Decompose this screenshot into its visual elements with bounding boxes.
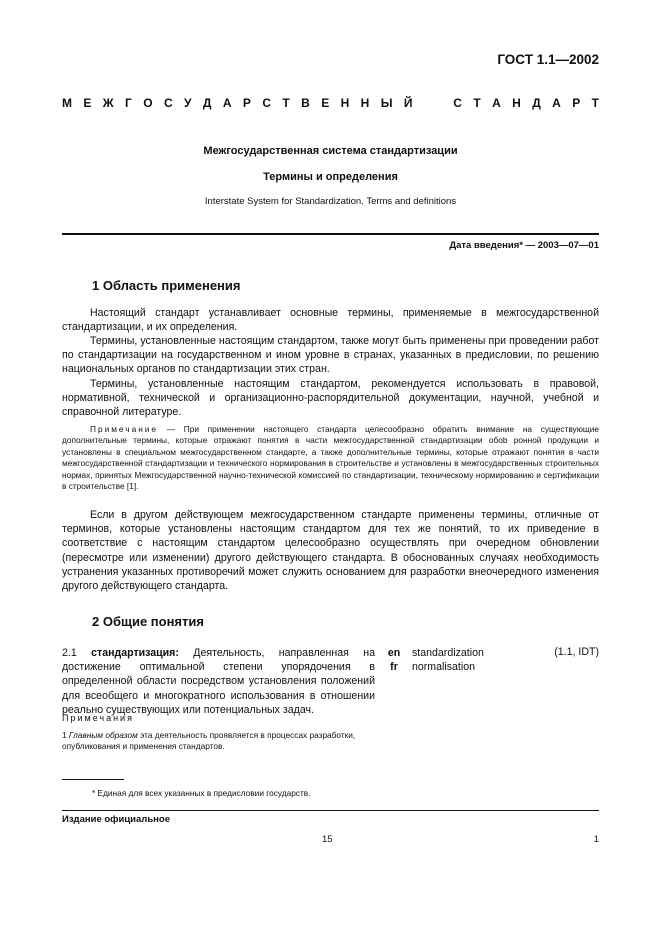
equivalent-en: standardization <box>412 647 484 659</box>
banner-letter: В <box>301 96 310 110</box>
banner-letter: Ы <box>380 96 393 110</box>
banner-letter: С <box>262 96 271 110</box>
section-1-paragraph-4: Если в другом действующем межгосударственном стандарте применены термины, отличные от терминов, которые установлены настоящим стандартом для тех же понятий, то их приведение в соответствие с настоящим стандартом целесообразно осуществлять при очередном обновлении (пересмотре или изменении) другого действующего стандарта. В обоснованных случаях необходимость устранения указанных противоречий может служить основанием для разработки внеочередного изменения другого действующего стандарта. <box>62 509 599 593</box>
banner-letter: У <box>184 96 192 110</box>
english-title: Interstate System for Standardization. Terms and definitions <box>204 196 457 207</box>
footnote-rule <box>62 779 124 780</box>
lang-code-fr: fr <box>390 661 398 673</box>
note-italic-phrase: Главным образом <box>68 730 138 740</box>
section-1-heading: 1 Область применения <box>92 278 241 293</box>
banner-letter: А <box>492 96 501 110</box>
banner-letter: Ж <box>102 96 114 110</box>
banner-letter: Р <box>242 96 251 110</box>
banner-letter: А <box>552 96 561 110</box>
document-type-banner <box>62 96 599 110</box>
note-number: 1 <box>62 730 69 740</box>
system-title: Межгосударственная система стандартизации <box>203 145 458 157</box>
section-2-heading: 2 Общие понятия <box>92 614 204 629</box>
banner-letter: Р <box>572 96 581 110</box>
section-1-paragraph-3: Термины, установленные настоящим стандартом, рекомендуется использовать в правовой, нормативной, технической и организационно-распорядительной документации, научной, учебной и справочной литературе. <box>62 378 599 419</box>
banner-letter: Т <box>473 96 481 110</box>
term-2-1-entry <box>62 646 375 717</box>
banner-word-gap <box>424 96 442 110</box>
edition-label: Издание официальное <box>62 814 170 825</box>
banner-letter: Д <box>532 96 541 110</box>
standard-number: ГОСТ 1.1—2002 <box>497 52 599 67</box>
term-number: 2.1 <box>62 647 77 659</box>
introduction-date: Дата введения* — 2003—07—01 <box>449 240 599 251</box>
page-number-right: 1 <box>593 834 599 845</box>
footnote: * Единая для всех указанных в предисловии государств. <box>92 788 311 798</box>
banner-letter: Н <box>360 96 370 110</box>
banner-letter: Т <box>282 96 290 110</box>
banner-letter: С <box>453 96 462 110</box>
note-rest: эта деятельность проявляется в процессах разработки, опубликования и применения стандартов. <box>62 730 356 752</box>
banner-letter: А <box>222 96 232 110</box>
section-1-paragraph-2: Термины, установленные настоящим стандартом, также могут быть применены при проведении работ по стандартизации на государственном и ином уровне в странах, указанных в предисловии, по решению национальных органов по стандартизации этих стран. <box>62 335 599 376</box>
header-rule <box>62 233 599 235</box>
section-1-note <box>62 424 599 492</box>
term-notes-heading: Примечания <box>62 713 134 723</box>
lang-code-en: en <box>387 647 401 659</box>
term-definition: Деятельность, направленная на достижение оптимальной степени упорядочения в определенной области посредством установления положений для всеобщего и многократного использования в отношении реально существующих или потенциальных задач. <box>62 647 375 716</box>
term-note-1 <box>62 730 375 753</box>
banner-letter: Г <box>125 96 132 110</box>
banner-letter: Т <box>591 96 599 110</box>
section-1-paragraph-1: Настоящий стандарт устанавливает основные термины, применяемые в межгосударственной стандартизации, и их определения. <box>62 307 599 334</box>
note-label: Примечание <box>90 424 159 434</box>
banner-letter: С <box>163 96 173 110</box>
banner-letter: Н <box>512 96 521 110</box>
banner-letter: Н <box>340 96 350 110</box>
banner-letter: О <box>143 96 153 110</box>
page-number: 15 <box>322 834 333 845</box>
banner-letter: Е <box>83 96 92 110</box>
subject-title: Термины и определения <box>263 171 398 183</box>
footer-rule <box>62 810 599 811</box>
banner-letter: Й <box>403 96 413 110</box>
banner-letter: М <box>62 96 72 110</box>
banner-letter: Д <box>202 96 212 110</box>
note-text: — При применении настоящего стандарта целесообразно обратить внимание на существующие дополнительные термины, которые отражают понятия в части межгосударственной стандартизации обоb ронной продукции и установлены в специальном межгосударственном стандарте, а также дополнительные термины, которые отражают понятия в части межгосударственной стандартизации и технического нормирования в строительстве и установлены в межгосударственных строительных нормах, принятых Межгосударственной научно-технической комиссией по стандартизации, техническому нормированию и сертификации в строительстве [1]. <box>62 424 599 492</box>
banner-letter: Е <box>321 96 330 110</box>
term-reference: (1.1, IDT) <box>554 646 599 658</box>
term-name: стандартизация: <box>91 647 179 659</box>
equivalent-fr: normalisation <box>412 661 476 673</box>
